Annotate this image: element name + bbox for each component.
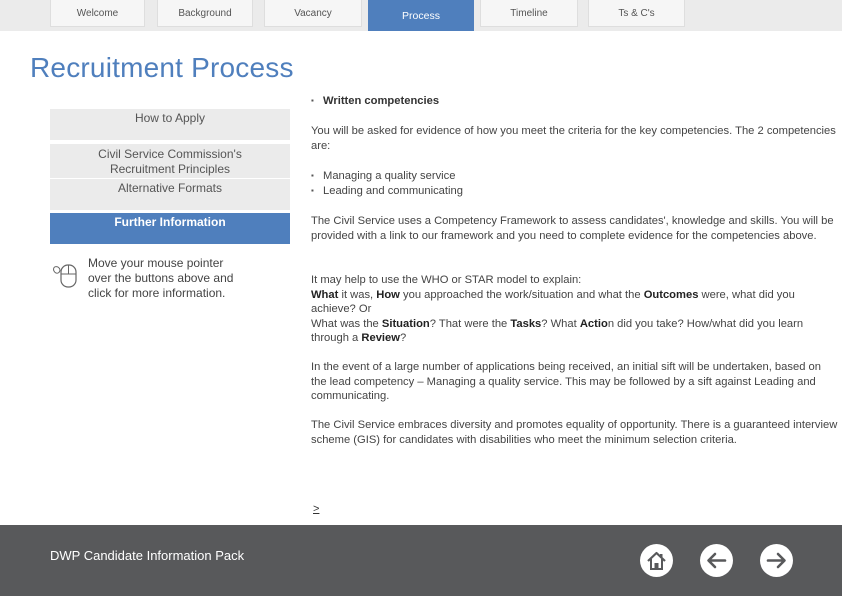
next-link[interactable]: > (313, 503, 320, 515)
star-text: it was, (338, 288, 377, 301)
section-heading (311, 94, 439, 109)
tab-welcome[interactable]: Welcome (50, 0, 145, 27)
star-intro: It may help to use the WHO or STAR model to explain: (311, 274, 582, 286)
how-to-apply-label: How to Apply (134, 111, 206, 125)
star-text: were, what did you achieve? Or (311, 288, 795, 315)
what-keyword: What (311, 288, 339, 301)
competency-text: ▪ Managing a quality service (323, 170, 456, 182)
section-heading-text: ▪ Written competencies (323, 95, 440, 107)
situation-keyword: Situation (381, 317, 430, 330)
forward-button[interactable] (760, 544, 793, 577)
back-button[interactable] (700, 544, 733, 577)
competency-item (311, 169, 455, 184)
competencies-intro: You will be asked for evidence of how you meet the criteria for the key competencies. The 2 competencies are: (311, 125, 836, 152)
tab-timeline[interactable]: Timeline (480, 0, 578, 27)
home-button[interactable] (640, 544, 673, 577)
action-keyword: Actio (579, 317, 608, 330)
star-text: n did you take? How/what did you learn through a (311, 317, 804, 344)
tab-ts-and-cs[interactable]: Ts & C's (588, 0, 685, 27)
outcomes-keyword: Outcomes (643, 288, 699, 301)
mouse-hint-text: Move your mouse pointer over the buttons above and click for more information. (88, 256, 234, 300)
recruitment-principles-label-line1: Civil Service Commission's (98, 147, 242, 161)
recruitment-principles-label-line2: Recruitment Principles (109, 162, 231, 176)
footer-bar (0, 525, 842, 596)
star-model-paragraph (311, 273, 838, 346)
tab-vacancy[interactable]: Vacancy (264, 0, 362, 27)
competency-item (311, 184, 463, 199)
arrow-right-icon (760, 544, 793, 577)
star-text: you approached the work/situation and what the (399, 288, 644, 301)
diversity-paragraph: The Civil Service embraces diversity and promotes equality of opportunity. There is a guaranteed interview scheme (GIS) for candidates with disabilities who meet the minimum selection criteria. (311, 419, 838, 446)
alternative-formats-label: Alternative Formats (117, 181, 223, 195)
alternative-formats-button[interactable] (50, 179, 290, 211)
home-icon (640, 544, 673, 577)
top-nav-bar (0, 0, 842, 31)
how-keyword: How (376, 288, 400, 301)
framework-paragraph: The Civil Service uses a Competency Framework to assess candidates', knowledge and skills. You will be provided with a link to our framework and you need to complete evidence for the competencies above. (311, 215, 834, 242)
tab-background[interactable]: Background (157, 0, 253, 27)
recruitment-principles-button[interactable] (50, 144, 290, 179)
page-title: Recruitment Process (30, 52, 294, 83)
review-keyword: Review (361, 332, 400, 344)
how-to-apply-button[interactable] (50, 109, 290, 141)
tasks-keyword: Tasks (510, 317, 542, 330)
star-text: ? What (541, 317, 580, 330)
star-text: What was the (311, 317, 382, 330)
further-information-label: Further Information (114, 215, 226, 229)
footer-title: DWP Candidate Information Pack (50, 548, 245, 563)
competency-text: ▪ Leading and communicating (323, 185, 463, 197)
star-text: ? (399, 332, 407, 344)
star-text: ? That were the (429, 317, 511, 330)
further-information-button[interactable] (50, 213, 290, 245)
mouse-icon (50, 257, 80, 289)
arrow-left-icon (700, 544, 733, 577)
tab-process[interactable]: Process (368, 0, 474, 31)
sift-paragraph: In the event of a large number of applications being received, an initial sift will be undertaken, based on the lead competency – Managing a quality service. This may be followed by a sift against Leading and communicating. (311, 361, 821, 402)
